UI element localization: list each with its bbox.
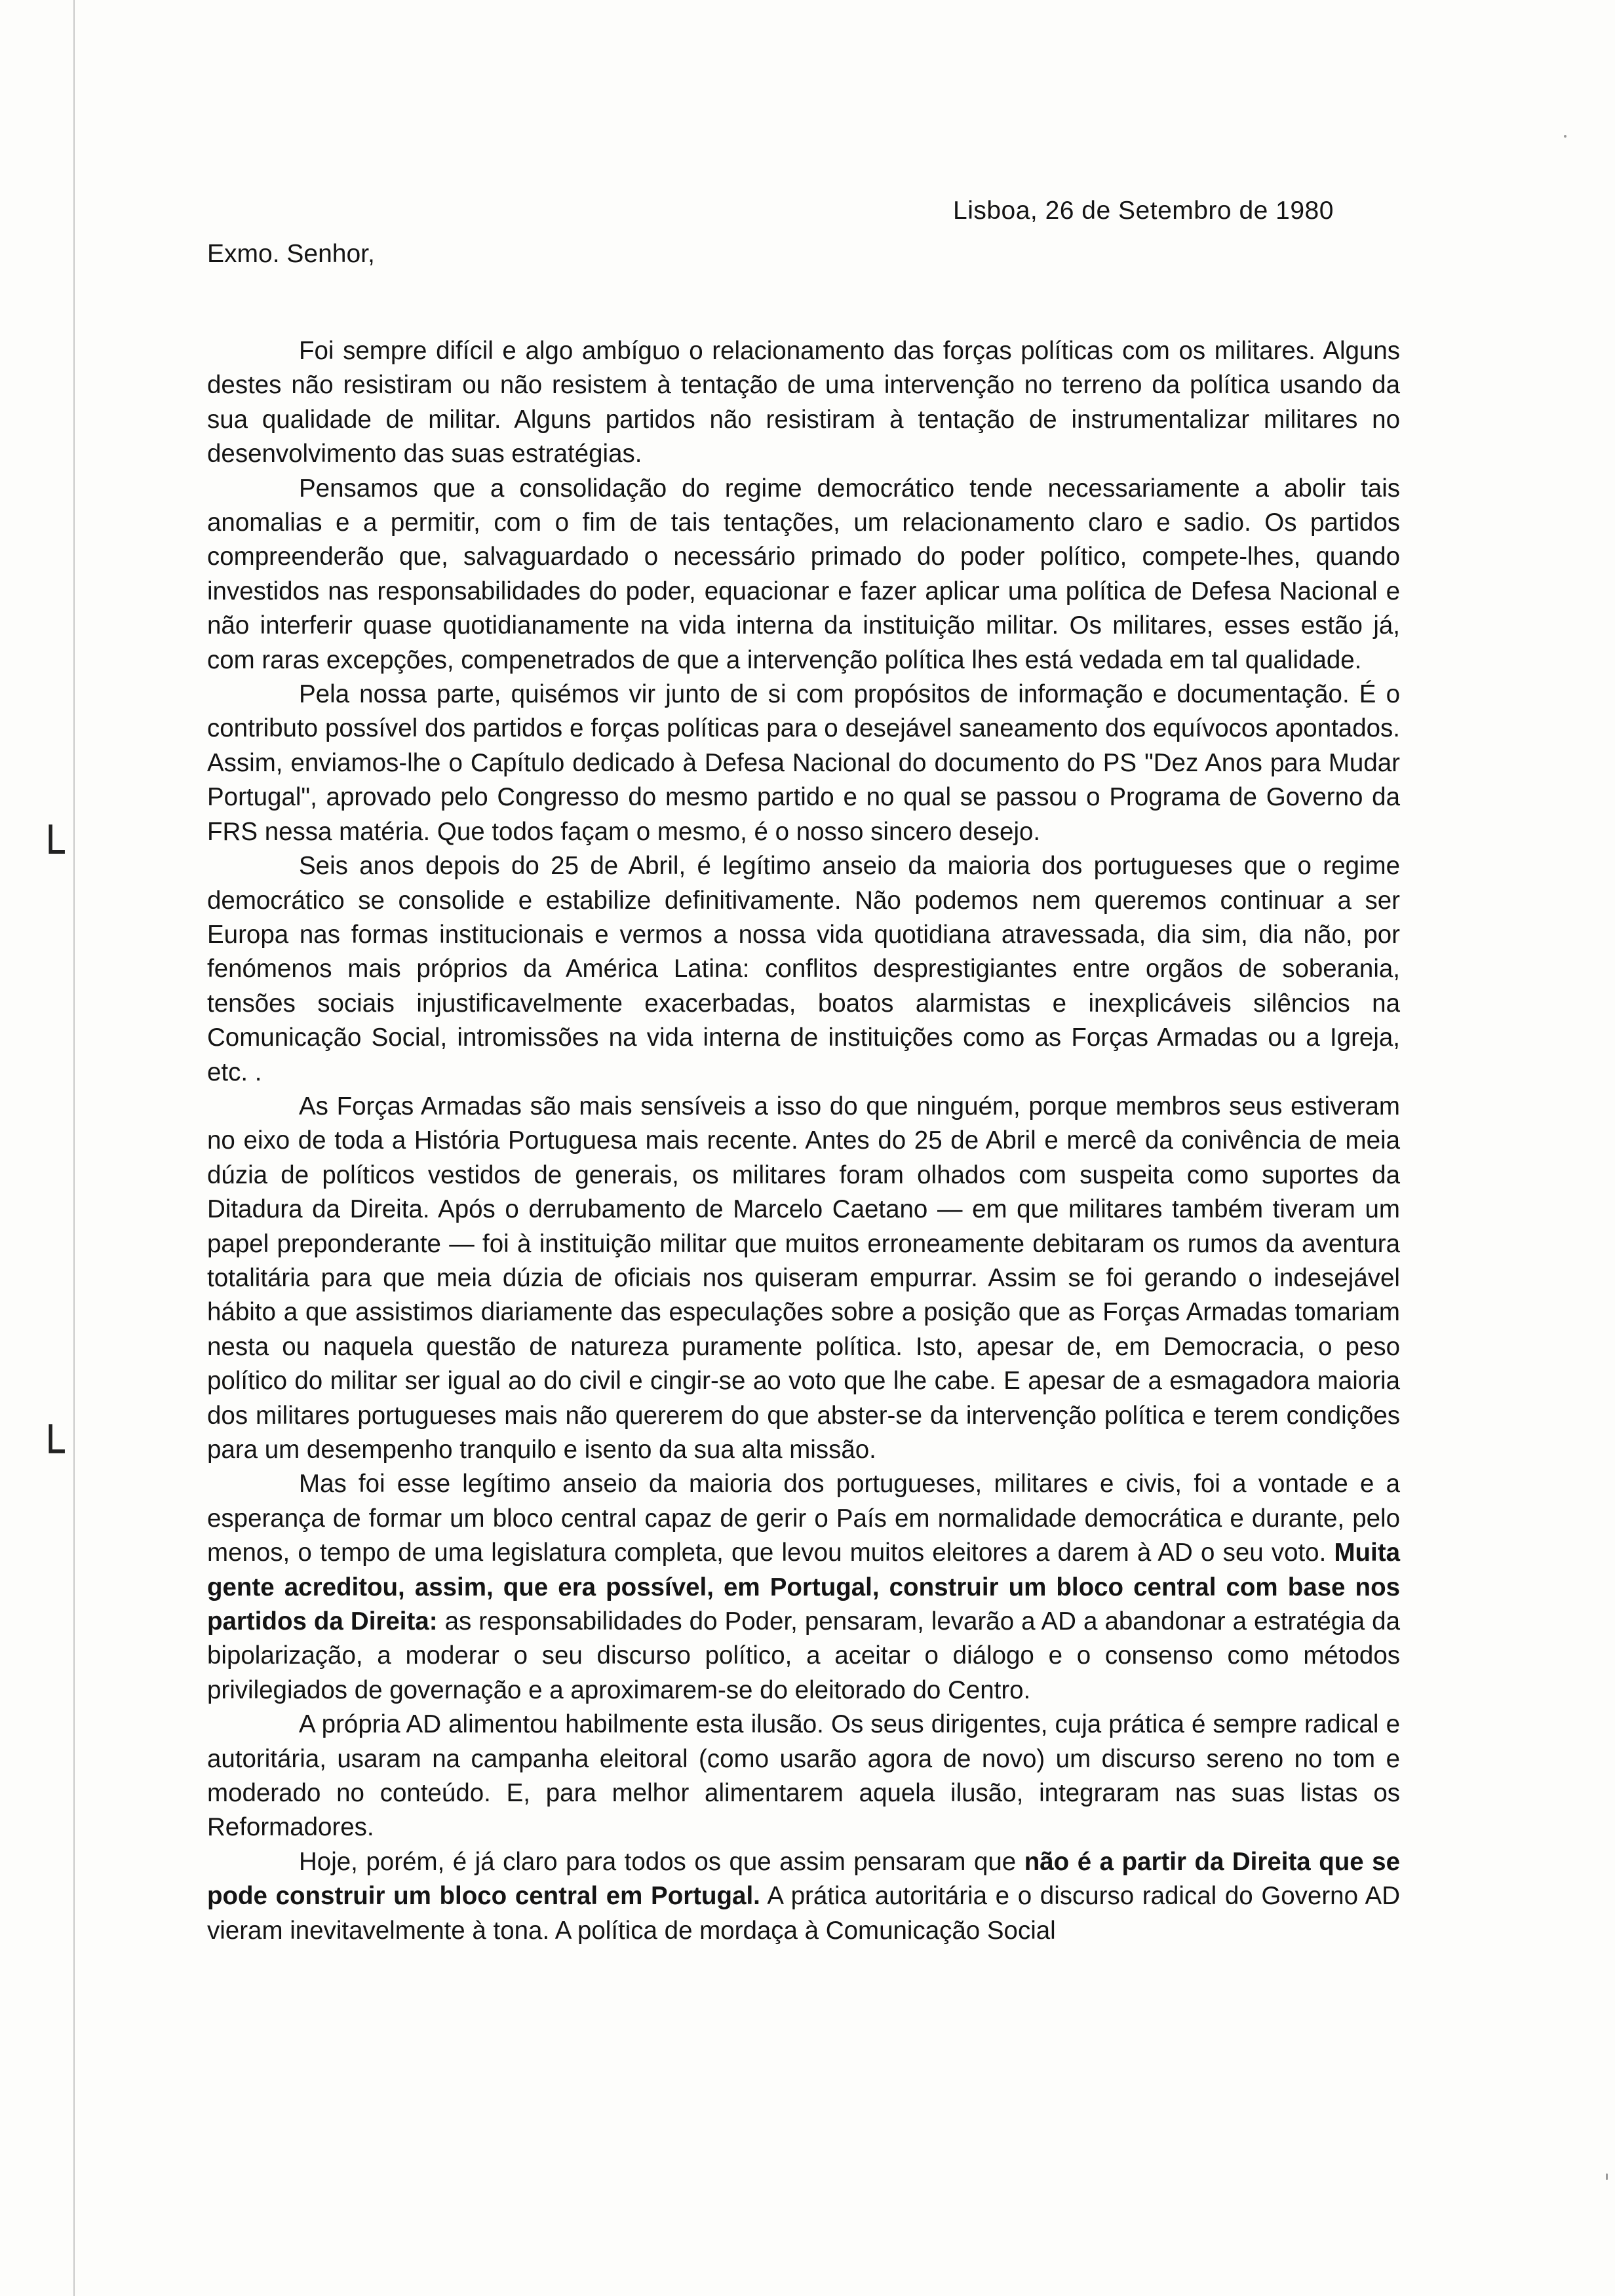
paragraph-text: A própria AD alimentou habilmente esta ilusão. Os seus dirigentes, cuja prática é sempre radical e autoritária, usaram na campanha eleitoral (como usarão agora de novo) um discurso sereno no tom e moderado no conteúdo. E, para melhor alimentarem aquela ilusão, integraram nas suas listas os Reformadores. <box>207 1710 1400 1842</box>
emphasized-text: Muita gente acreditou, assim, que era possível, em Portugal, construir um bloco central com base nos partidos da Direita: <box>207 1539 1400 1636</box>
letter-date: Lisboa, 26 de Setembro de 1980 <box>953 197 1334 225</box>
paragraph-text: Hoje, porém, é já claro para todos os que assim pensaram que <box>299 1847 1024 1876</box>
letter-paragraph <box>207 334 1400 472</box>
letter-paragraph <box>207 1090 1400 1467</box>
letter-paragraph <box>207 1708 1400 1845</box>
paragraph-text: Seis anos depois do 25 de Abril, é legítimo anseio da maioria dos portugueses que o regime democrático se consolide e estabilize definitivamente. Não podemos nem queremos continuar a ser Europa nas formas institucionais e vermos a nossa vida quotidiana atravessada, dia sim, dia não, por fenómenos mais próprios da América Latina: conflitos desprestigiantes entre orgãos de soberania, tensões sociais injustificavelmente exacerbadas, boatos alarmistas e inexplicáveis silêncios na Comunicação Social, intromissões na vida interna de instituições como as Forças Armadas ou a Igreja, etc. . <box>207 852 1400 1086</box>
letter-paragraph <box>207 472 1400 678</box>
paragraph-text: Mas foi esse legítimo anseio da maioria dos portugueses, militares e civis, foi a vontade e a esperança de formar um bloco central capaz de gerir o País em normalidade democrática e durante, pelo menos, o tempo de uma legislatura completa, que levou muitos eleitores a darem à AD o seu voto. <box>207 1470 1400 1567</box>
paragraph-text: Pensamos que a consolidação do regime democrático tende necessariamente a abolir tais anomalias e a permitir, com o fim de tais tentações, um relacionamento claro e sadio. Os partidos compreenderão que, salvaguardado o necessário primado do poder político, compete-lhes, quando investidos nas responsabilidades do poder, equacionar e fazer aplicar uma política de Defesa Nacional e não interferir quase quotidianamente na vida interna da instituição militar. Os militares, esses estão já, com raras excepções, compenetrados de que a intervenção política lhes está vedada em tal qualidade. <box>207 474 1400 674</box>
binder-hole-mark-icon: └ <box>37 1425 65 1478</box>
paragraph-text: As Forças Armadas são mais sensíveis a isso do que ninguém, porque membros seus estiveram no eixo de toda a História Portuguesa mais recente. Antes do 25 de Abril e mercê da conivência de meia dúzia de políticos vestidos de generais, os militares foram olhados com suspeita como suportes da Ditadura da Direita. Após o derrubamento de Marcelo Caetano — em que militares também tiveram um papel preponderante — foi à instituição militar que muitos erroneamente debitaram os rumos da aventura totalitária para que meia dúzia de oficiais nos quiseram empurrar. Assim se foi gerando o indesejável hábito a que assistimos diariamente das especulações sobre a posição que as Forças Armadas tomariam nesta ou naquela questão de natureza puramente política. Isto, apesar de, em Democracia, o peso político do militar ser igual ao do civil e cingir-se ao voto que lhe cabe. E apesar de a esmagadora maioria dos militares portugueses mais não quererem do que abster-se da intervenção política e terem condições para um desempenho tranquilo e isento da sua alta missão. <box>207 1092 1400 1464</box>
letter-paragraph <box>207 1467 1400 1708</box>
letter-paragraph <box>207 678 1400 849</box>
letter-paragraph <box>207 1845 1400 1948</box>
paragraph-text: Pela nossa parte, quisémos vir junto de si com propósitos de informação e documentação. É o contributo possível dos partidos e forças políticas para o desejável saneamento dos equívocos apontados. Assim, enviamos-lhe o Capítulo dedicado à Defesa Nacional do documento do PS "Dez Anos para Mudar Portugal", aprovado pelo Congresso do mesmo partido e no qual se passou o Programa de Governo da FRS nessa matéria. Que todos façam o mesmo, é o nosso sincero desejo. <box>207 680 1400 846</box>
paragraph-text: Foi sempre difícil e algo ambíguo o relacionamento das forças políticas com os militares. Alguns destes não resistiram ou não resistem à tentação de uma intervenção no terreno da política usando da sua qualidade de militar. Alguns partidos não resistiram à tentação de instrumentalizar militares no desenvolvimento das suas estratégias. <box>207 337 1400 469</box>
scan-speck <box>1564 135 1566 138</box>
scan-speck <box>1606 2173 1608 2180</box>
page-margin-line <box>73 0 75 2296</box>
binder-hole-mark-icon: └ <box>37 825 65 879</box>
paragraph-text: as responsabilidades do Poder, pensaram, levarão a AD a abandonar a estratégia da bipolarização, a moderar o seu discurso político, a aceitar o diálogo e o consenso como métodos privilegiados de governação e a aproximarem-se do eleitorado do Centro. <box>207 1607 1401 1704</box>
letter-body <box>207 334 1400 1948</box>
letter-paragraph <box>207 849 1400 1090</box>
paragraph-text: A prática autoritária e o discurso radical do Governo AD vieram inevitavelmente à tona. A política de mordaça à Comunicação Social <box>207 1882 1400 1945</box>
emphasized-text: não é a partir da Direita que se pode construir um bloco central em Portugal. <box>207 1847 1400 1911</box>
letter-salutation: Exmo. Senhor, <box>207 240 375 268</box>
